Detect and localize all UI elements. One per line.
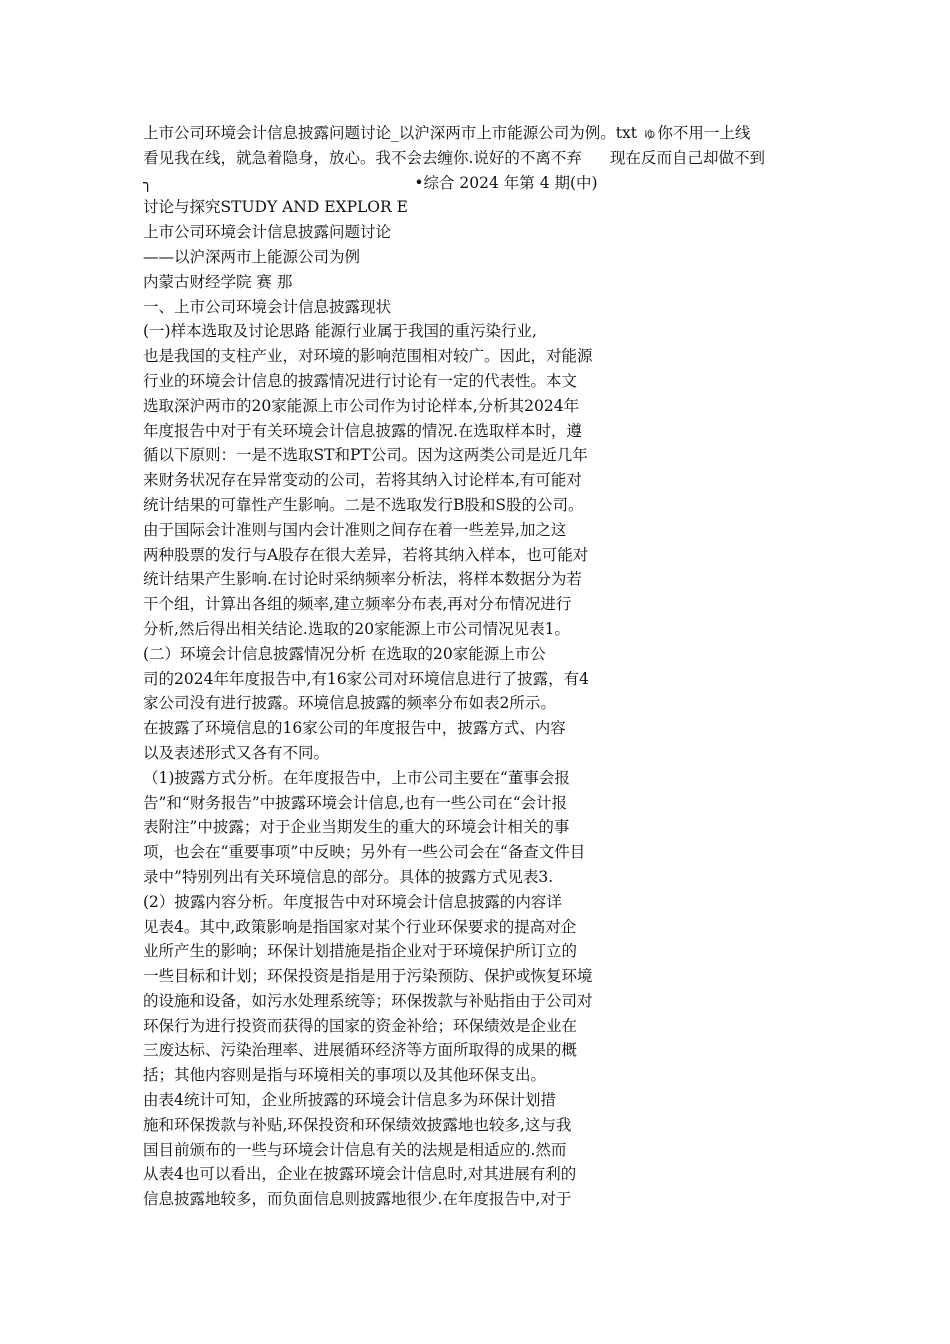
article-subtitle: ——以沪深两市上能源公司为例 bbox=[143, 247, 361, 266]
article-body bbox=[143, 319, 823, 1212]
document-page bbox=[143, 121, 823, 1212]
article-author: 内蒙古财经学院 赛 那 bbox=[143, 272, 293, 291]
body-line: 干个组，计算出各组的频率,建立频率分布表,再对分布情况进行 bbox=[143, 595, 572, 614]
body-line: 的设施和设备，如污水处理系统等；环保拨款与补贴指由于公司对 bbox=[143, 991, 593, 1010]
body-line: 见表4。其中,政策影响是指国家对某个行业环保要求的提高对企 bbox=[143, 917, 577, 936]
header-line-2 bbox=[143, 146, 823, 171]
article-title: 上市公司环境会计信息披露问题讨论 bbox=[143, 223, 392, 242]
section-heading: 一、上市公司环境会计信息披露现状 bbox=[143, 297, 392, 316]
body-line: 括；其他内容则是指与环境相关的事项以及其他环保支出。 bbox=[143, 1066, 547, 1085]
body-line: 家公司没有进行披露。环境信息披露的频率分布如表2所示。 bbox=[143, 694, 556, 713]
corner-mark: ╮ bbox=[143, 173, 153, 192]
body-line: 表附注”中披露；对于企业当期发生的重大的环境会计相关的事 bbox=[143, 818, 570, 837]
body-line: 来财务状况存在异常变动的公司，若将其纳入讨论样本,有可能对 bbox=[143, 471, 582, 490]
body-line: 分析,然后得出相关结论.选取的20家能源上市公司情况见表1。 bbox=[143, 619, 570, 638]
section-label: 讨论与探究STUDY AND EXPLOR E bbox=[143, 198, 408, 217]
body-line: 年度报告中对于有关环境会计信息披露的情况.在选取样本时，遵 bbox=[143, 421, 582, 440]
body-line: 告”和“财务报告”中披露环境会计信息,也有一些公司在“会计报 bbox=[143, 793, 568, 812]
header-line-2-right: 现在反而自己却做不到 bbox=[609, 148, 765, 167]
body-line: 也是我国的支柱产业，对环境的影响范围相对较广。因此，对能源 bbox=[143, 347, 593, 366]
body-line: 两种股票的发行与A股存在很大差异，若将其纳入样本，也可能对 bbox=[143, 545, 589, 564]
journal-line bbox=[143, 171, 823, 196]
body-line: 三废达标、污染治理率、进展循环经济等方面所取得的成果的概 bbox=[143, 1041, 578, 1060]
body-line: 以及表述形式又各有不同。 bbox=[143, 743, 330, 762]
body-line: 施和环保拨款与补贴,环保投资和环保绩效披露地也较多,这与我 bbox=[143, 1115, 572, 1134]
header-line-1: 上市公司环境会计信息披露问题讨论_以沪深两市上市能源公司为例。txt ゅ你不用一上线 bbox=[143, 124, 751, 142]
body-line: 统计结果产生影响.在讨论时采纳频率分析法，将样本数据分为若 bbox=[143, 570, 582, 589]
body-line: 选取深沪两市的20家能源上市公司作为讨论样本,分析其2024年 bbox=[143, 396, 580, 415]
body-line: 司的2024年年度报告中,有16家公司对环境信息进行了披露，有4 bbox=[143, 669, 589, 688]
body-line: (2）披露内容分析。年度报告中对环境会计信息披露的内容详 bbox=[143, 892, 562, 911]
body-line: (一)样本选取及讨论思路 能源行业属于我国的重污染行业, bbox=[143, 322, 537, 341]
body-line: (二）环境会计信息披露情况分析 在选取的20家能源上市公 bbox=[143, 644, 546, 663]
body-line: 行业的环境会计信息的披露情况进行讨论有一定的代表性。本文 bbox=[143, 371, 578, 390]
body-line: 项，也会在“重要事项”中反映；另外有一些公司会在“备查文件目 bbox=[143, 843, 586, 862]
body-line: 信息披露地较多，而负面信息则披露地很少.在年度报告中,对于 bbox=[143, 1190, 572, 1209]
journal-date: •综合 2024 年第 4 期(中) bbox=[414, 173, 598, 192]
body-line: 环保行为进行投资而获得的国家的资金补给；环保绩效是企业在 bbox=[143, 1016, 578, 1035]
header-line-2-left: 看见我在线，就急着隐身，放心。我不会去缠你.说好的不离不弃 bbox=[143, 148, 582, 167]
body-line: 国目前颁布的一些与环境会计信息有关的法规是相适应的.然而 bbox=[143, 1140, 567, 1159]
body-line: 业所产生的影响；环保计划措施是指企业对于环境保护所订立的 bbox=[143, 942, 578, 961]
body-line: 从表4也可以看出，企业在披露环境会计信息时,对其进展有利的 bbox=[143, 1165, 577, 1184]
body-line: 由表4统计可知，企业所披露的环境会计信息多为环保计划措 bbox=[143, 1091, 556, 1110]
body-line: （1)披露方式分析。在年度报告中，上市公司主要在“董事会报 bbox=[143, 768, 570, 787]
body-line: 由于国际会计准则与国内会计准则之间存在着一些差异,加之这 bbox=[143, 520, 567, 539]
body-line: 统计结果的可靠性产生影响。二是不选取发行B股和S股的公司。 bbox=[143, 495, 584, 514]
body-line: 录中”特别列出有关环境信息的部分。具体的披露方式见表3. bbox=[143, 867, 554, 886]
body-line: 在披露了环境信息的16家公司的年度报告中，披露方式、内容 bbox=[143, 719, 566, 738]
body-line: 循以下原则：一是不选取ST和PT公司。因为这两类公司是近几年 bbox=[143, 446, 588, 465]
body-line: 一些目标和计划；环保投资是指是用于污染预防、保护或恢复环境 bbox=[143, 967, 593, 986]
